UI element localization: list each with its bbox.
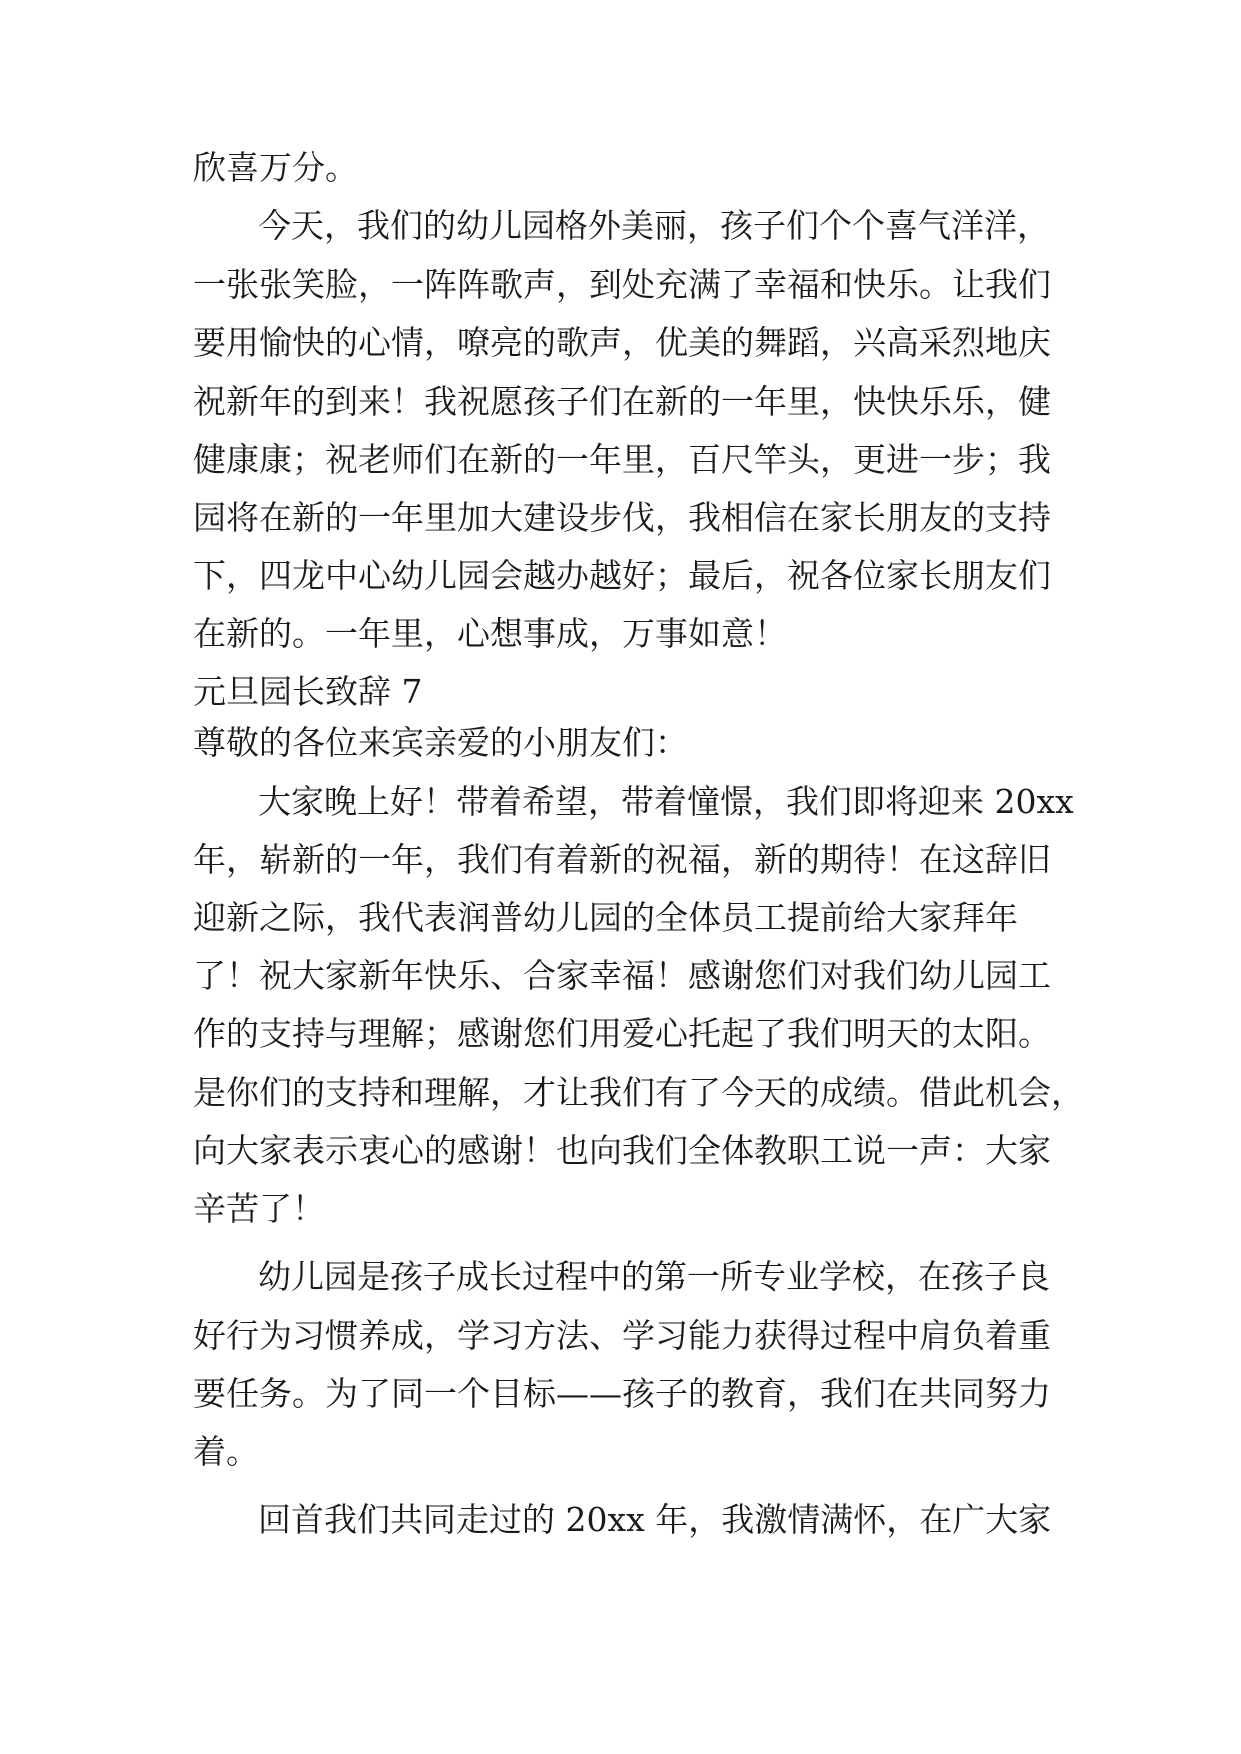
paragraph-first-line: 幼儿园是孩子成长过程中的第一所专业学校，在孩子良 [258, 1257, 1050, 1296]
text-line: 好行为习惯养成，学习方法、学习能力获得过程中肩负着重 [193, 1316, 1051, 1355]
text-line: 祝新年的到来！我祝愿孩子们在新的一年里，快快乐乐，健 [193, 382, 1051, 421]
text-line: 作的支持与理解；感谢您们用爱心托起了我们明天的太阳。 [193, 1014, 1051, 1053]
text-line: 园将在新的一年里加大建设步伐，我相信在家长朋友的支持 [193, 498, 1051, 537]
text-line: 要任务。为了同一个目标——孩子的教育，我们在共同努力 [193, 1374, 1051, 1413]
text-line: 下，四龙中心幼儿园会越办越好；最后，祝各位家长朋友们 [193, 556, 1051, 595]
text-line: 辛苦了！ [193, 1189, 325, 1228]
text-line: 一张张笑脸，一阵阵歌声，到处充满了幸福和快乐。让我们 [193, 265, 1051, 304]
section-heading: 元旦园长致辞 7 [193, 672, 423, 711]
salutation: 尊敬的各位来宾亲爱的小朋友们： [193, 723, 688, 762]
text-line: 年，崭新的一年，我们有着新的祝福，新的期待！在这辞旧 [193, 840, 1051, 879]
text-line: 健康康；祝老师们在新的一年里，百尺竿头，更进一步；我 [193, 440, 1051, 479]
paragraph-first-line: 回首我们共同走过的 20xx 年，我激情满怀，在广大家 [258, 1500, 1052, 1539]
paragraph-first-line: 大家晚上好！带着希望，带着憧憬，我们即将迎来 20xx [258, 782, 1074, 821]
text-line: 欣喜万分。 [193, 148, 358, 187]
text-line: 是你们的支持和理解，才让我们有了今天的成绩。借此机会， [193, 1073, 1084, 1112]
text-line: 着。 [193, 1432, 259, 1471]
text-line: 要用愉快的心情，嘹亮的歌声，优美的舞蹈，兴高采烈地庆 [193, 323, 1051, 362]
text-line: 迎新之际，我代表润普幼儿园的全体员工提前给大家拜年 [193, 898, 1018, 937]
text-line: 在新的。一年里，心想事成，万事如意！ [193, 614, 787, 653]
paragraph-first-line: 今天，我们的幼儿园格外美丽，孩子们个个喜气洋洋， [258, 206, 1050, 245]
text-line: 了！祝大家新年快乐、合家幸福！感谢您们对我们幼儿园工 [193, 956, 1051, 995]
text-line: 向大家表示衷心的感谢！也向我们全体教职工说一声：大家 [193, 1131, 1051, 1170]
